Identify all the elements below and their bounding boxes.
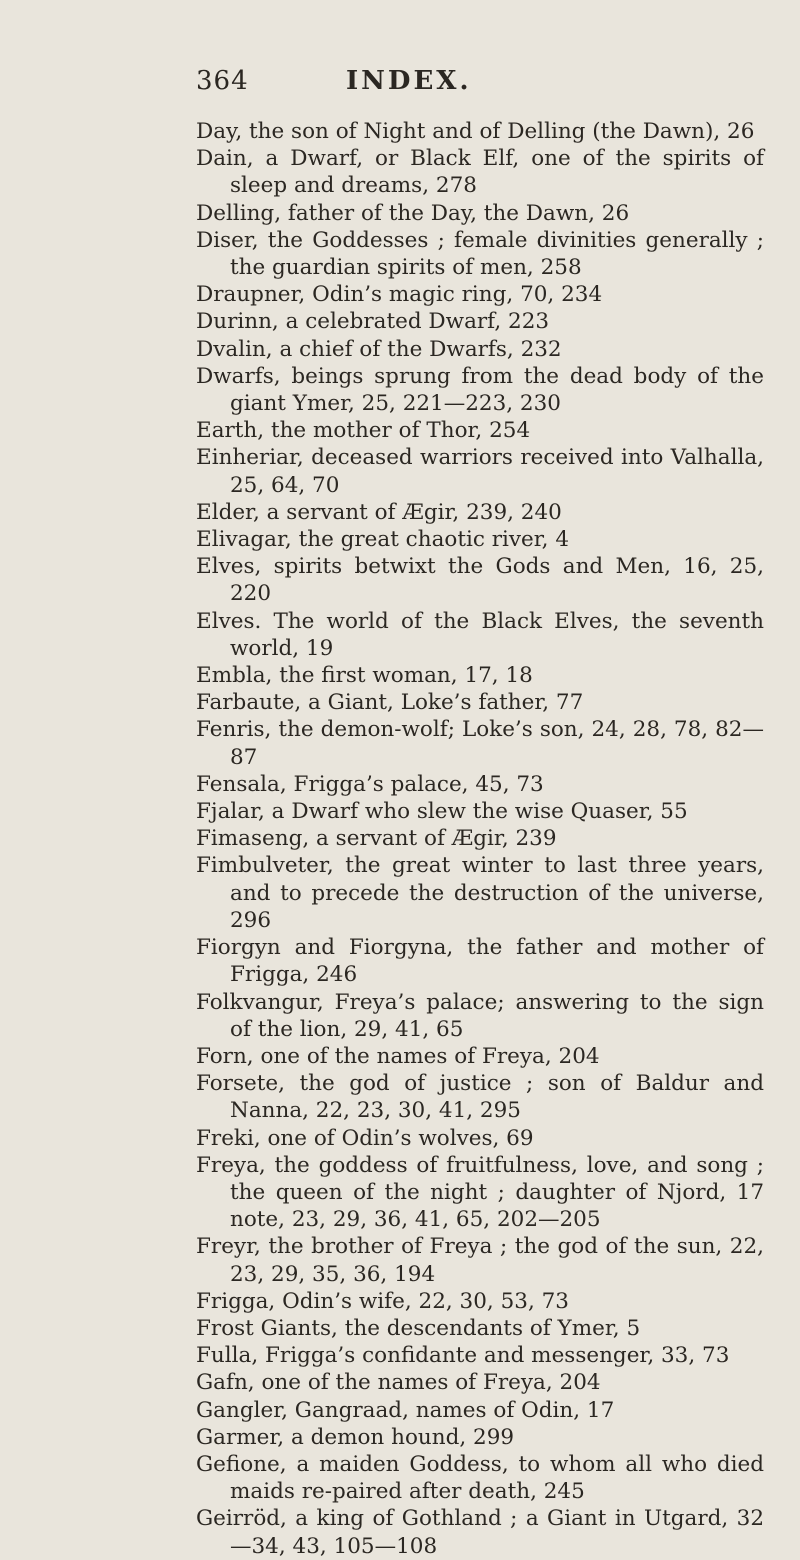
index-entry: Elder, a servant of Ægir, 239, 240 — [196, 499, 562, 525]
index-entry: Day, the son of Night and of Delling (the Dawn), 26 — [196, 119, 755, 144]
index-entry: Dwarfs, beings sprung from the dead body of the giant Ymer, 25, 221—223, 230 — [196, 363, 764, 417]
index-entry: Forsete, the god of justice ; son of Baldur and Nanna, 22, 23, 30, 41, 295 — [196, 1071, 764, 1124]
index-entry: Dain, a Dwarf, or Black Elf, one of the spirits of sleep and dreams, 278 — [196, 146, 764, 199]
index-entry: Delling, father of the Day, the Dawn, 26 — [196, 200, 630, 226]
index-entry: Fiorgyn and Fiorgyna, the father and mother of Frigga, 246 — [196, 935, 764, 988]
index-entry: Fjalar, a Dwarf who slew the wise Quaser, 55 — [196, 799, 688, 825]
index-entry: Freya, the goddess of fruitfulness, love, and song ; the queen of the night ; daughter of Njord, 17 note, 23, 29, 36, 41, 65, 202—205 — [196, 1152, 764, 1233]
index-entry: Fenris, the demon-wolf; Loke’s son, 24, 28, 78, 82—87 — [196, 717, 764, 770]
index-entry: Elves, spirits betwixt the Gods and Men, 16, 25, 220 — [196, 554, 764, 607]
index-entry: Elves. The world of the Black Elves, the seventh world, 19 — [196, 608, 764, 661]
index-entry: Fulla, Frigga’s confidante and messenger, 33, 73 — [196, 1343, 730, 1369]
index-entry: Fensala, Frigga’s palace, 45, 73 — [196, 771, 544, 797]
index-entry: Earth, the mother of Thor, 254 — [196, 418, 531, 444]
index-entry: Diser, the Goddesses ; female divinities generally ; the guardian spirits of men, 258 — [196, 227, 764, 281]
page-number: 364 — [196, 66, 249, 96]
index-entry: Einheriar, deceased warriors received into Valhalla, 25, 64, 70 — [196, 445, 764, 498]
index-entry: Freyr, the brother of Freya ; the god of the sun, 22, 23, 29, 35, 36, 194 — [196, 1234, 764, 1287]
index-entry: Elivagar, the great chaotic river, 4 — [196, 527, 570, 553]
index-entries — [196, 118, 764, 1560]
index-entry: Gafn, one of the names of Freya, 204 — [196, 1370, 601, 1396]
index-entry: Gangler, Gangraad, names of Odin, 17 — [196, 1397, 615, 1423]
index-entry: Gefione, a maiden Goddess, to whom all who died maids re-paired after death, 245 — [196, 1451, 764, 1505]
page-header — [196, 66, 756, 96]
index-entry: Folkvangur, Freya’s palace; answering to the sign of the lion, 29, 41, 65 — [196, 989, 764, 1042]
index-entry: Fimbulveter, the great winter to last three years, and to precede the destruction of the universe, 296 — [196, 853, 764, 933]
index-entry: Garmer, a demon hound, 299 — [196, 1424, 515, 1450]
index-entry: Fimaseng, a servant of Ægir, 239 — [196, 826, 557, 852]
index-entry: Embla, the first woman, 17, 18 — [196, 663, 533, 689]
index-entry: Draupner, Odin’s magic ring, 70, 234 — [196, 282, 603, 308]
index-entry: Dvalin, a chief of the Dwarfs, 232 — [196, 336, 562, 362]
index-entry: Frost Giants, the descendants of Ymer, 5 — [196, 1315, 641, 1341]
index-entry: Frigga, Odin’s wife, 22, 30, 53, 73 — [196, 1288, 569, 1314]
index-entry: Geirröd, a king of Gothland ; a Giant in Utgard, 32—34, 43, 105—108 — [196, 1506, 764, 1559]
index-entry: Forn, one of the names of Freya, 204 — [196, 1043, 600, 1069]
index-entry: Durinn, a celebrated Dwarf, 223 — [196, 309, 550, 335]
index-entry: Freki, one of Odin’s wolves, 69 — [196, 1125, 534, 1151]
page-title: INDEX. — [346, 66, 472, 96]
index-entry: Farbaute, a Giant, Loke’s father, 77 — [196, 690, 584, 716]
